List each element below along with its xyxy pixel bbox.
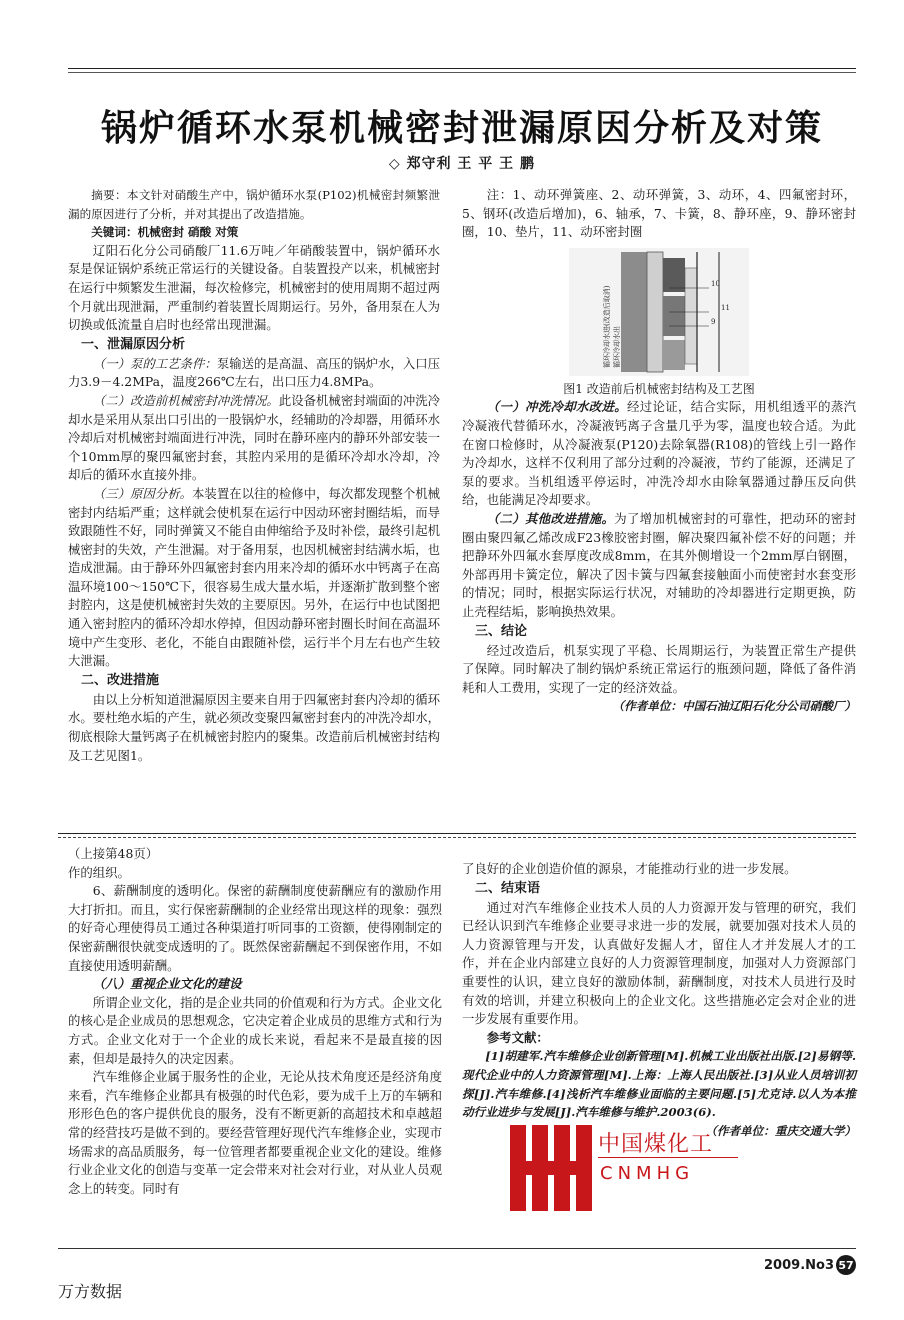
s2-intro-paragraph: 由以上分析知道泄漏原因主要来自用于四氟密封套内冷却的循环水。要杜绝水垢的产生，就必须改变聚四氟密封套内的冲洗冷却水，彻底根除大量钙离子在机械密封腔内的聚集。改造前后机械密封结构及工艺见图1。 [68, 691, 440, 763]
continued-p2: 所谓企业文化，指的是企业共同的价值观和行为方式。企业文化的核心是企业成员的思想观念，它决定着企业成员的思维方式和行为方式。企业文化对于一个企业的成长来说，看起来不是最直接的因素，但却是最持久的决定因素。 [68, 994, 442, 1066]
continued-r0: 了良好的企业创造价值的源泉，才能推动行业的进一步发展。 [462, 861, 797, 876]
s1-paragraph-1 [68, 355, 440, 392]
article-right-column [462, 186, 856, 716]
watermark-mark-icon [502, 1123, 598, 1213]
section-3-heading: 三、结论 [475, 623, 528, 639]
s1-p1-label: （一）泵的工艺条件： [92, 355, 217, 371]
continued-right-column [462, 860, 856, 1140]
s2-p2-label: （二）其他改进措施。 [486, 510, 615, 526]
issue-label: 2009.No3 [764, 1257, 834, 1273]
top-rule [68, 68, 856, 69]
article-separator [58, 833, 856, 834]
bottom-rule [58, 1248, 856, 1249]
article-authors: ◇ 郑守利 王 平 王 鹏 [388, 156, 536, 172]
fig-label-in: 循环冷却水进(改造后取消) [603, 285, 611, 368]
references-heading: 参考文献： [486, 1029, 549, 1045]
s1-p2-text: 此设备机械密封端面的冲洗冷却水是采用从泵出口引出的一股锅炉水，经辅助的冷却器，用循环水冷却后对机械密封端面进行冲洗，同时在静环座内的静环外部安装一个10mm厚的聚四氟密封套，其腔内采用的是循环冷却水冷却，冷却后的循环水直接外排。 [68, 392, 441, 483]
s1-p2-label: （二）改造前机械密封冲洗情况。 [92, 392, 279, 408]
intro-paragraph: 辽阳石化分公司硝酸厂11.6万吨／年硝酸装置中，锅炉循环水泵是保证锅炉系统正常运行的关键设备。自装置投产以来，机械密封在运行中频繁发生泄漏，每次检修完，机械密封的使用周期不超过两个月就出现泄漏，严重制约着装置长周期运行。另外，备用泵在人为切换或低流量自启时也经常出现泄漏。 [68, 242, 440, 333]
seal-structure-drawing [569, 248, 749, 376]
continued-r1: 通过对汽车维修企业技术人员的人力资源开发与管理的研究，我们已经认识到汽车维修企业要寻求进一步的发展，就要加强对技术人员的人力资源管理与开发，认真做好发掘人才，留住人才并发展人才的工作，并在企业内部建立良好的人力资源管理制度，加强对人力资源部门重要性的认识，建立良好的激励体制，薪酬制度，对技术人员进行及时有效的培训，并建立积极向上的企业文化。这些措施必定会对企业的进一步发展有重要作用。 [462, 899, 856, 1027]
s2-p1-label: （一）冲洗冷却水改进。 [486, 399, 627, 415]
section-1-heading: 一、泄漏原因分析 [81, 336, 186, 352]
watermark-cn: 中国煤化工 [598, 1132, 714, 1157]
top-rule-thin [68, 72, 856, 73]
s1-p1-text: 泵输送的是高温、高压的锅炉水，入口压力3.9－4.2MPa，温度266℃左右，出口压力4.8MPa。 [68, 355, 441, 390]
page-number: 57 [836, 1255, 856, 1275]
figure-note: 注：1、动环弹簧座、2、动环弹簧，3、动环，4、四氟密封环，5、钢环(改造后增加)，6、轴承，7、卡簧，8、静环座，9、静环密封圈，10、垫片，11、动环密封圈 [462, 187, 856, 240]
s2-paragraph-1 [462, 398, 856, 510]
figure-1-diagram [569, 248, 749, 376]
s1-p3-text: 本装置在以往的检修中，每次都发现整个机械密封内结垢严重；这样就会使机泵在运行中因动环密封圈结垢，而导致跟随性不好，同时弹簧又不能自由伸缩给予及时补偿，最终引起机械密封的失效，产生泄漏。对于备用泵，也因机械密封结满水垢，也造成泄漏。由于静环外四氟密封套内用来冷却的循环水中钙离子在高温环境100～150℃下，很容易生成大量水垢，并逐渐扩散到整个密封腔内，这是使机械密封失效的主要原因。另外，在运行中也试图把通入密封腔内的循环冷却水停掉，但因动静环密封圈长时间在高温环境中产生变形、老化，不能自由跟随补偿，运行半个月左右也产生较大泄漏。 [68, 485, 441, 669]
fig-label-out: 循环冷却水出 [613, 325, 621, 368]
article-affiliation: （作者单位：中国石油辽阳石化分公司硝酸厂） [612, 699, 856, 714]
s3-paragraph: 经过改造后，机泵实现了平稳、长周期运行，为装置正常生产提供了保障。同时解决了制约锅炉系统正常运行的瓶颈问题，降低了备件消耗和人工费用，实现了一定的经济效益。 [462, 642, 856, 695]
section-2-heading: 二、改进措施 [81, 672, 160, 688]
s1-p3-label: （三）原因分析。 [92, 485, 193, 501]
continued-left-column [68, 845, 442, 1198]
continued-affiliation: （作者单位：重庆交通大学） [705, 1123, 856, 1138]
s1-paragraph-2 [68, 392, 440, 485]
footer-source: 万方数据 [58, 1282, 123, 1301]
continued-from: （上接第48页） [68, 846, 159, 861]
article-separator-dashed [58, 837, 856, 838]
s2-paragraph-2 [462, 510, 856, 622]
abstract: 摘要：本文针对硝酸生产中，锅炉循环水泵(P102)机械密封频繁泄漏的原因进行了分析，并对其提出了改造措施。 [68, 188, 440, 221]
watermark-en: CNMHG [600, 1163, 695, 1184]
fig-label-9: 9 [711, 317, 716, 326]
watermark-logo [502, 1123, 742, 1213]
figure-caption: 图1 改造前后机械密封结构及工艺图 [563, 381, 755, 396]
keywords: 关键词：机械密封 硝酸 对策 [91, 225, 239, 240]
fig-label-10: 10 [711, 279, 720, 288]
references-list: [1]胡建军.汽车维修企业创新管理[M].机械工业出版社出版.[2]易钢等.现代企业中的人力资源管理[M].上海：上海人民出版社.[3]从业人员培训初探[J].汽车维修.[4]浅析汽车维修业面临的主要问题.[5]尤克诗.以人为本推动行业进步与发展[J].汽车维修与维护.2003(6). [462, 1049, 856, 1120]
s1-paragraph-3 [68, 485, 440, 671]
s2-p1-text: 经过论证，结合实际，用机组透平的蒸汽冷凝液代替循环水，冷凝液钙离子含量几乎为零，温度也较合适。为此在窗口检修时，从冷凝液泵(P120)去除氧器(R108)的管线上引一路作为冷却水，这样不仅利用了部分过剩的冷凝液，节约了能源，还满足了泵的要求。当机组透平停运时，冲洗冷却水由除氧器通过静压反向供给，也能满足冷却要求。 [462, 399, 857, 508]
fig-label-11: 11 [721, 303, 730, 312]
watermark-rule [598, 1157, 738, 1158]
s2-p2-text: 为了增加机械密封的可靠性，把动环的密封圈由聚四氟乙烯改成F23橡胶密封圈，解决聚四氟补偿不好的问题；并把静环外四氟水套厚度改成8mm，在其外侧增设一个2mm厚白钢圈，外部再用卡簧定位，解决了因卡簧与四氟套接触面小而使密封水套变形的情况；同时，根据实际运行状况，对辅助的冷却器进行定期更换，防止壳程结垢，影响换热效果。 [462, 510, 857, 619]
footer-issue [764, 1255, 856, 1275]
continued-p0: 作的组织。 [68, 864, 130, 880]
article-left-column [68, 186, 440, 765]
conclusion-heading: 二、结束语 [475, 880, 541, 896]
continued-heading-8: （八）重视企业文化的建设 [92, 976, 242, 992]
continued-p3: 汽车维修企业属于服务性的企业，无论从技术角度还是经济角度来看，汽车维修企业都具有极强的时代色彩，要为成千上万的车辆和形形色色的客户提供优良的服务，没有不断更新的高超技术和卓越超常的经营技巧是做不到的。要经营管理好现代汽车维修企业，实现市场需求的高品质服务，每一位管理者都要重视企业文化的建设。维修行业企业文化的创造与变革一定会带来对社会对行业，对从业人员观念上的转变。同时有 [68, 1069, 442, 1196]
continued-p1: 6、薪酬制度的透明化。保密的薪酬制度使薪酬应有的激励作用大打折扣。而且，实行保密薪酬制的企业经常出现这样的现象：强烈的好奇心理使得员工通过各种渠道打听同事的工资额，使得刚制定的保密薪酬很快就变成透明的了。既然保密薪酬起不到保密作用，不如直接使用透明薪酬。 [68, 883, 442, 973]
article-title: 锅炉循环水泵机械密封泄漏原因分析及对策 [100, 108, 823, 149]
